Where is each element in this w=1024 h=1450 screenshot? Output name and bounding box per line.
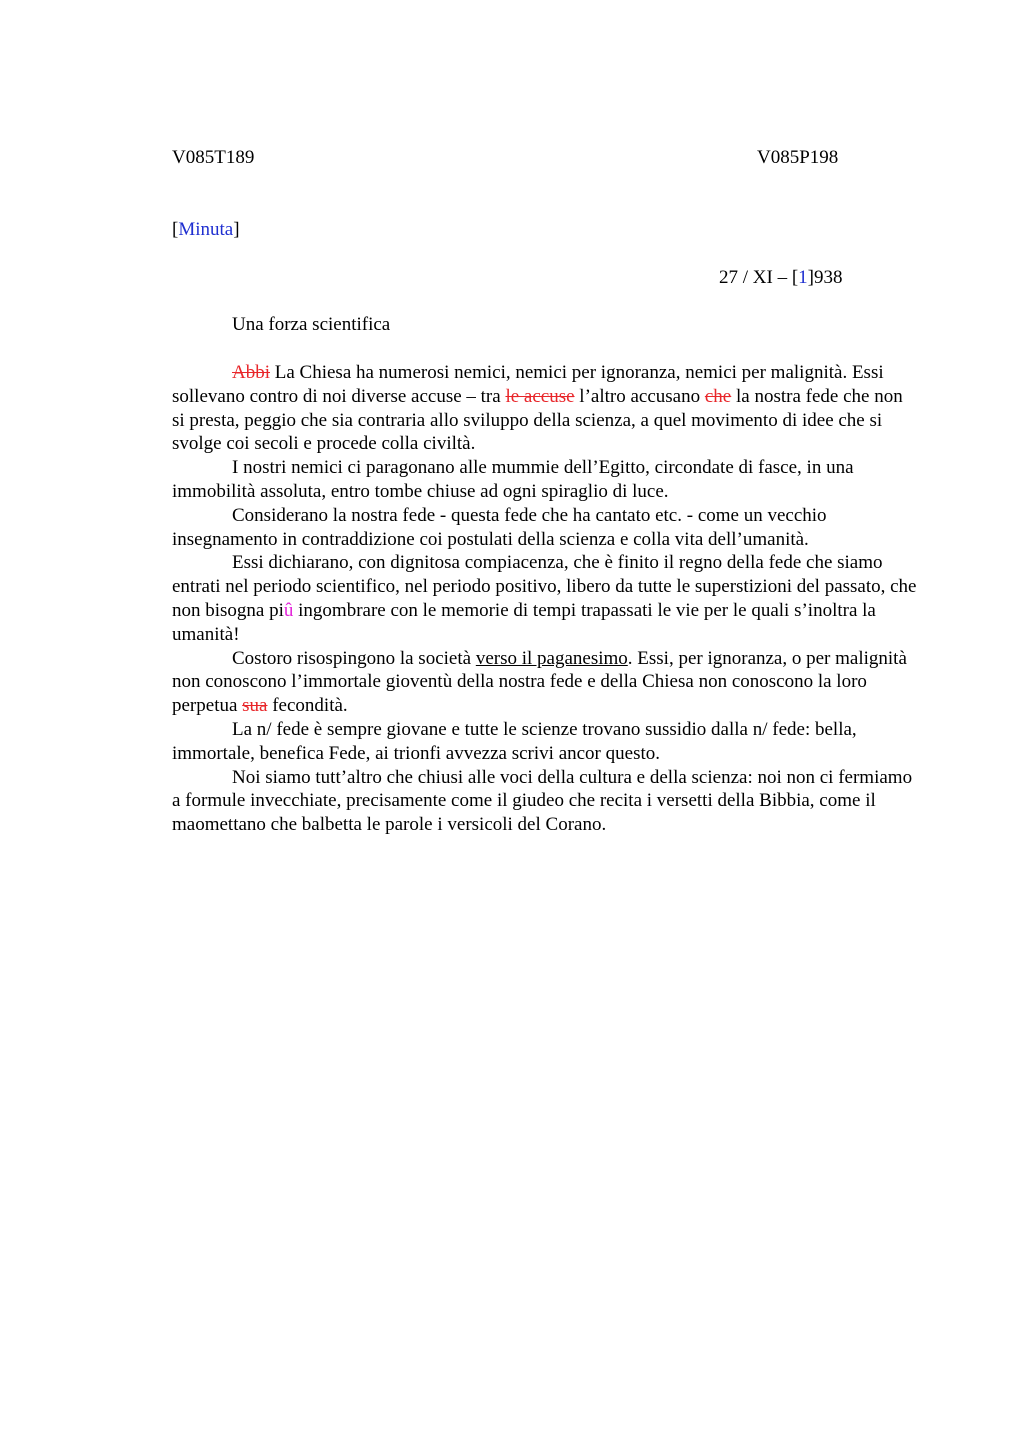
deleted-word: che — [704, 385, 732, 407]
paragraph-6: La n/ fede è sempre giovane e tutte le scienze trovano sussidio dalla n/ fede: bella, immortale, benefica Fede, ai trionfi avvezza scrivi ancor questo. — [172, 718, 857, 764]
paragraph-text: ingombrare con le memorie di tempi trapassati le vie per le quali s’inoltra la umanità! — [172, 599, 876, 645]
document-code-right: V085P198 — [757, 147, 839, 168]
minuta-label — [172, 219, 240, 241]
deleted-word: sua — [242, 695, 268, 717]
deleted-word: Abbi — [232, 362, 270, 383]
underlined-phrase: verso il paganesimo — [475, 647, 628, 669]
date-inserted-digit: 1 — [798, 267, 808, 288]
paragraph-text: Essi dichiarano, con dignitosa compiacenza, che è finito il regno della fede che siamo entrati nel periodo scientifico, nel periodo positivo, libero da tutte le superstizioni del passato, che non bisogna pi — [172, 552, 917, 621]
paragraph-2: I nostri nemici ci paragonano alle mummie dell’Egitto, circondate di fasce, in una immobilità assoluta, entro tombe chiuse ad ogni spiraglio di luce. — [172, 457, 854, 502]
paragraph-4 — [172, 551, 917, 646]
date-after: ]938 — [807, 267, 843, 288]
document-date — [719, 267, 842, 289]
corrected-character: û — [283, 599, 294, 621]
body-text — [172, 361, 917, 837]
paragraph-text: Costoro risospingono la società — [232, 647, 476, 669]
minuta-open-bracket: [ — [172, 219, 179, 240]
document-code-left: V085T189 — [172, 147, 255, 168]
paragraph-text: La Chiesa ha numerosi nemici, nemici per ignoranza, nemici per malignità. Essi sollevano contro di noi diverse accuse – tra — [172, 362, 884, 407]
deleted-word: le accuse — [505, 385, 575, 407]
minuta-text: Minuta — [178, 219, 234, 240]
paragraph-1 — [172, 361, 917, 456]
paragraph-text: l’altro accusano — [574, 385, 705, 407]
paragraph-5 — [172, 647, 917, 718]
paragraph-text: la nostra fede che non si presta, peggio che sia contraria allo sviluppo della scienza, a quel movimento di idee che si svolge coi secoli e procede colla civiltà. — [172, 385, 903, 455]
paragraph-3: Considerano la nostra fede - questa fede che ha cantato etc. - come un vecchio insegnamento in contraddizione coi postulati della scienza e colla vita dell’umanità. — [172, 504, 827, 550]
paragraph-7: Noi siamo tutt’altro che chiusi alle voci della cultura e della scienza: noi non ci fermiamo a formule invecchiate, precisamente come il giudeo che recita i versetti della Bibbia, come il maomettano che balbetta le parole i versicoli del Corano. — [172, 766, 913, 836]
minuta-close-bracket: ] — [233, 219, 240, 240]
document-title: Una forza scientifica — [232, 314, 391, 335]
paragraph-text: fecondità. — [267, 695, 348, 717]
paragraph-text: . Essi, per ignoranza, o per malignità non conoscono l’immortale gioventù della nostra fede e della Chiesa non conoscono la loro perpetua — [172, 647, 907, 717]
date-before: 27 / XI – [ — [719, 267, 799, 288]
